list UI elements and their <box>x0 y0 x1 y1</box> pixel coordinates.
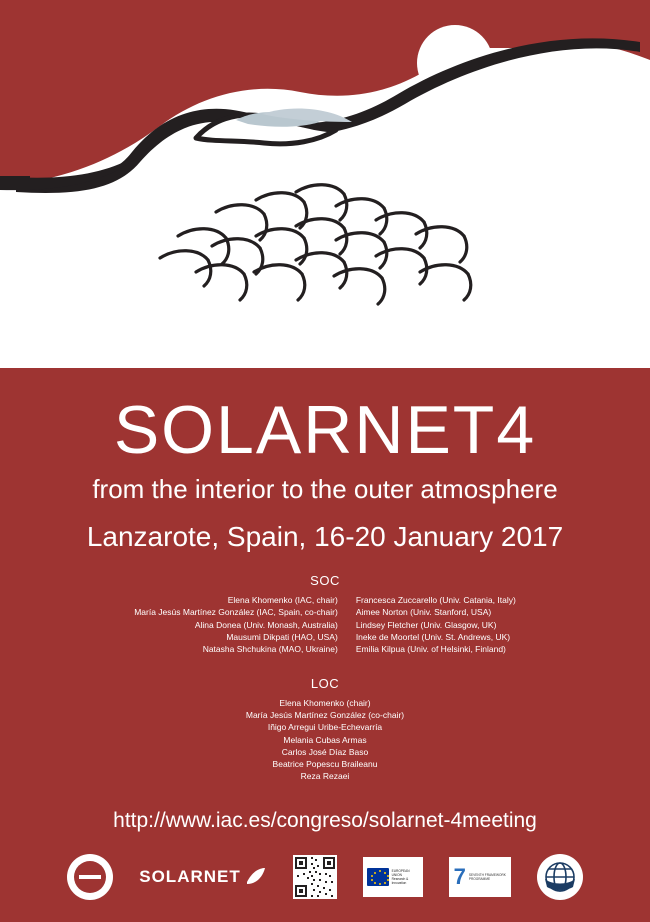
eu-logo-text <box>392 869 419 885</box>
list-item: Aimee Norton (Univ. Stanford, USA) <box>355 607 492 618</box>
net-globe-logo <box>537 854 583 900</box>
fp7-number: 7 <box>453 864 466 889</box>
poster-main-panel <box>0 368 650 922</box>
fp7-logo <box>449 857 511 897</box>
soc-column-left <box>134 594 338 656</box>
list-item: Iñigo Arregui Uribe-Echevarría <box>267 722 383 733</box>
soc-heading: SOC <box>310 573 340 588</box>
list-item: María Jesús Martínez González (co-chair) <box>245 709 405 720</box>
globe-icon <box>540 857 580 897</box>
iac-seal-icon <box>67 854 113 900</box>
loc-members <box>0 697 650 783</box>
fp7-logo-text <box>469 873 506 881</box>
solarnet-mark-icon <box>245 866 267 888</box>
list-item: Emilia Kilpua (Univ. of Helsinki, Finland) <box>355 644 506 655</box>
list-item: María Jesús Martínez González (IAC, Spain, co-chair) <box>134 607 338 618</box>
solarnet-logo <box>139 854 267 900</box>
european-union-logo <box>363 857 423 897</box>
list-item: Alina Donea (Univ. Monash, Australia) <box>194 619 338 630</box>
list-item: Natasha Shchukina (MAO, Ukraine) <box>202 644 338 655</box>
list-item: Elena Khomenko (IAC, chair) <box>227 595 338 605</box>
poster-subtitle: from the interior to the outer atmosphere <box>92 474 558 504</box>
eu-logo-line2: Research & Innovation <box>391 877 409 885</box>
conference-url-link[interactable]: http://www.iac.es/congreso/solarnet-4meeting <box>113 808 537 832</box>
title-block <box>0 368 650 553</box>
eu-flag-icon <box>367 868 389 886</box>
qr-code[interactable] <box>293 854 337 900</box>
list-item: Carlos José Díaz Baso <box>281 746 369 757</box>
list-item: Elena Khomenko (chair) <box>279 697 371 708</box>
logo-strip <box>0 854 650 900</box>
list-item: Lindsey Fletcher (Univ. Glasgow, UK) <box>355 619 497 630</box>
list-item: Francesca Zuccarello (Univ. Catania, Italy) <box>355 595 516 605</box>
loc-heading: LOC <box>310 675 340 691</box>
solarnet-logo-label: SOLARNET <box>139 867 241 886</box>
fp7-logo-line1: SEVENTH FRAMEWORK <box>468 873 506 877</box>
page-title: SOLARNET4 <box>113 392 537 468</box>
list-item: Beatrice Popescu Braileanu <box>272 759 378 770</box>
list-item: Ineke de Moortel (Univ. St. Andrews, UK) <box>355 631 511 642</box>
artwork-illustration <box>0 0 650 368</box>
list-item: Melania Cubas Armas <box>283 734 367 745</box>
soc-columns <box>0 594 650 656</box>
poster-venue: Lanzarote, Spain, 16-20 January 2017 <box>86 521 564 552</box>
list-item: Reza Rezaei <box>300 771 350 782</box>
list-item: Mausumi Dikpati (HAO, USA) <box>226 631 338 642</box>
soc-section <box>0 573 650 656</box>
poster-artwork <box>0 0 650 368</box>
qr-code-icon[interactable] <box>293 855 337 899</box>
loc-section <box>0 676 650 783</box>
iac-logo <box>67 854 113 900</box>
soc-column-right <box>356 594 516 656</box>
eu-logo-line1: EUROPEAN UNION <box>391 869 410 877</box>
fp7-logo-line2: PROGRAMME <box>468 877 491 881</box>
